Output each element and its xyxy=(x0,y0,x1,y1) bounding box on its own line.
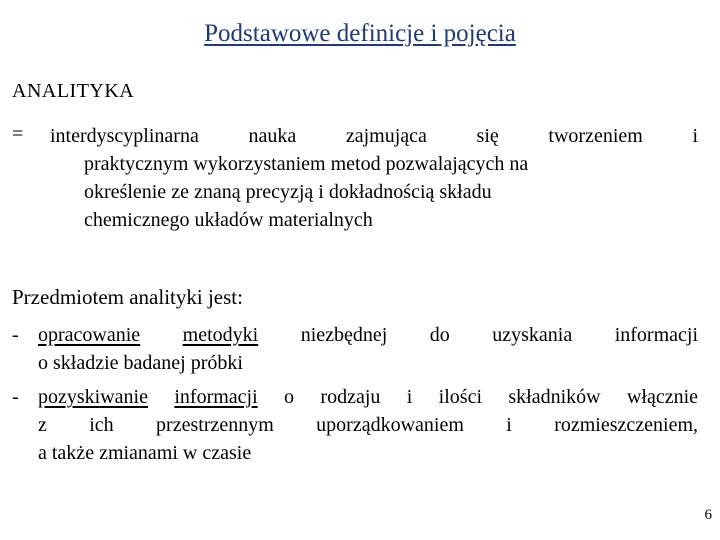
bullet-dash: - xyxy=(12,324,19,346)
bullet-line-text: niezbędnej do uzyskania informacji xyxy=(300,324,699,346)
bullet-line: a także zmianami w czasie xyxy=(38,442,252,464)
term-heading: ANALITYKA xyxy=(12,80,135,102)
definition-line: określenie ze znaną precyzją i dokładnością składu xyxy=(84,181,492,203)
page-number: 6 xyxy=(704,507,712,523)
bullet-line-text: o rodzaju i ilości składników włącznie xyxy=(284,386,699,408)
bullet-line: o składzie badanej próbki xyxy=(38,352,243,374)
bullet-text xyxy=(38,321,698,377)
underlined-term: opracowanie xyxy=(38,324,141,346)
bullet-item xyxy=(12,321,698,377)
underlined-term: pozyskiwanie xyxy=(38,386,148,408)
definition-line: interdyscyplinarna nauka zajmująca się tworzeniem i xyxy=(50,125,698,147)
underlined-term: metodyki xyxy=(182,324,259,346)
underlined-term: informacji xyxy=(174,386,258,408)
slide-title: Podstawowe definicje i pojęcia xyxy=(204,20,516,47)
bullet-line: z ich przestrzennym uporządkowaniem i rozmieszczeniem, xyxy=(38,414,698,436)
bullet-line xyxy=(38,321,698,349)
definition-equals-sign: = xyxy=(12,123,24,145)
bullet-line xyxy=(38,383,698,411)
definition-line: chemicznego układów materialnych xyxy=(84,209,373,231)
bullet-text xyxy=(38,383,698,467)
bullet-item xyxy=(12,383,698,467)
definition-text xyxy=(50,122,698,234)
bullet-dash: - xyxy=(12,386,19,408)
definition-line: praktycznym wykorzystaniem metod pozwalających na xyxy=(84,153,529,175)
subject-heading: Przedmiotem analityki jest: xyxy=(12,285,243,309)
